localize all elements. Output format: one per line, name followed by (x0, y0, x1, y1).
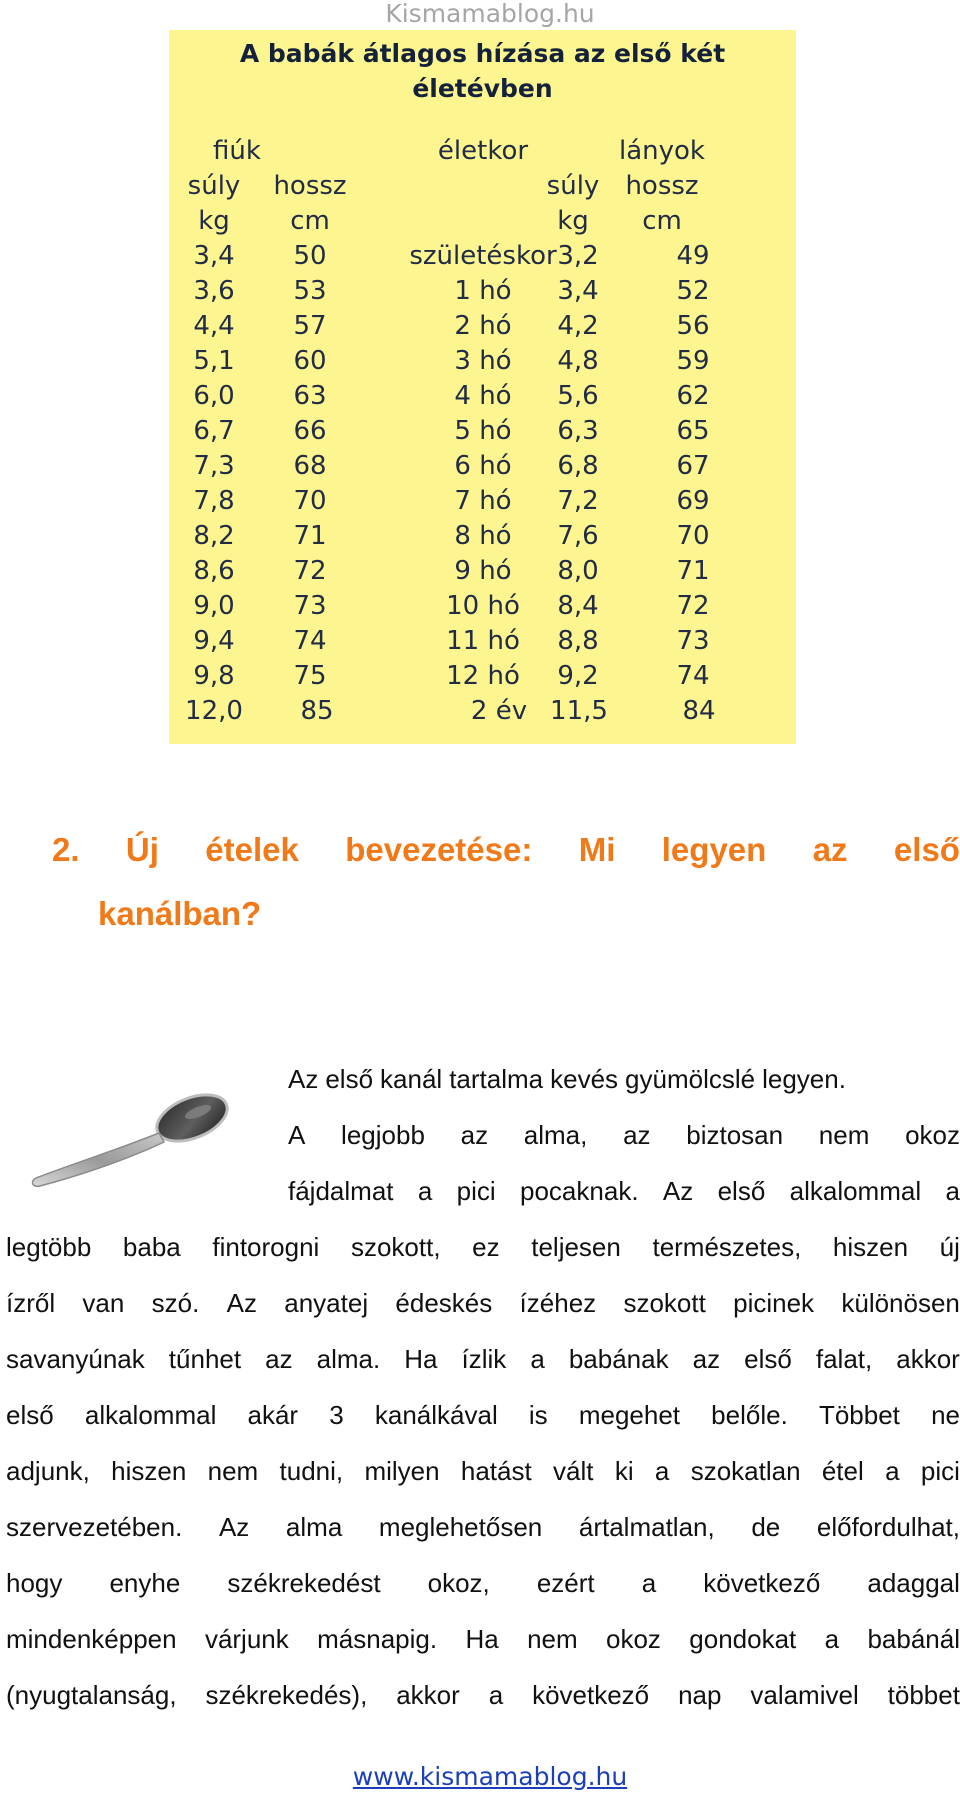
table-cell-age: 8 hó (454, 521, 512, 551)
table-cell-age: 6 hó (454, 451, 512, 481)
table-cell-girl-w: 8,4 (557, 591, 599, 621)
table-cell-girl-l: 69 (676, 486, 710, 516)
table-cell-boy-w: 7,3 (193, 451, 235, 481)
table-cell-girl-w: 6,8 (557, 451, 599, 481)
table-cell-age: 2 hó (454, 311, 512, 341)
site-header: Kismamablog.hu (385, 0, 595, 28)
table-cell-age: 4 hó (454, 381, 512, 411)
table-cell-age: 10 hó (446, 591, 520, 621)
section-heading-word: az (812, 831, 848, 868)
table-cell-boy-l: 63 (293, 381, 327, 411)
paragraph-line: (nyugtalanság, székrekedés), akkor a következő nap valamivel többet (6, 1680, 960, 1710)
table-cell-girl-w: 6,3 (557, 416, 599, 446)
table-header-unit-girls-cm: cm (642, 206, 682, 236)
table-cell-boy-l: 75 (293, 661, 327, 691)
table-cell-girl-l: 74 (676, 661, 710, 691)
table-cell-girl-w: 3,2 (557, 241, 599, 271)
paragraph-line: A legjobb az alma, az biztosan nem okoz (288, 1120, 960, 1150)
table-cell-age: 7 hó (454, 486, 512, 516)
table-cell-boy-l: 57 (293, 311, 327, 341)
table-cell-girl-l: 84 (682, 696, 716, 726)
table-cell-boy-l: 53 (293, 276, 327, 306)
section-heading-line2: kanálban? (98, 895, 262, 932)
table-cell-age: 12 hó (446, 661, 520, 691)
table-cell-boy-l: 74 (293, 626, 327, 656)
table-cell-boy-w: 9,0 (193, 591, 235, 621)
table-cell-boy-l: 72 (293, 556, 327, 586)
table-cell-girl-w: 4,8 (557, 346, 599, 376)
table-cell-girl-l: 59 (676, 346, 710, 376)
table-cell-boy-l: 85 (300, 696, 334, 726)
table-title (169, 36, 796, 106)
table-title-line1: A babák átlagos hízása az első két (239, 39, 726, 68)
table-cell-age: születéskor (409, 241, 557, 271)
table-cell-age: 2 év (470, 696, 528, 726)
table-cell-boy-w: 5,1 (193, 346, 235, 376)
paragraph-beside-image (288, 1051, 960, 1219)
paragraph-line: szervezetében. Az alma meglehetősen ártalmatlan, de előfordulhat, (6, 1512, 960, 1542)
table-cell-boy-w: 8,2 (193, 521, 235, 551)
table-cell-age: 9 hó (454, 556, 512, 586)
table-cell-age: 1 hó (454, 276, 512, 306)
table-header-group-age: életkor (437, 136, 529, 166)
table-cell-boy-w: 9,4 (193, 626, 235, 656)
table-cell-girl-l: 67 (676, 451, 710, 481)
table-header-unit-boys-cm: cm (290, 206, 330, 236)
paragraph-line: Az első kanál tartalma kevés gyümölcslé legyen. (288, 1064, 846, 1094)
section-heading-word: bevezetése: (345, 831, 533, 868)
table-cell-girl-l: 73 (676, 626, 710, 656)
table-cell-boy-l: 66 (293, 416, 327, 446)
table-cell-girl-w: 4,2 (557, 311, 599, 341)
table-cell-age: 5 hó (454, 416, 512, 446)
paragraph-line: ízről van szó. Az anyatej édeskés ízéhez szokott picinek különösen (6, 1288, 960, 1318)
table-header-col-girls-weight: súly (546, 171, 600, 201)
footer-link[interactable]: www.kismamablog.hu (352, 1762, 628, 1791)
table-cell-boy-w: 12,0 (185, 696, 243, 726)
paragraph-line: első alkalommal akár 3 kanálkával is megehet belőle. Többet ne (6, 1400, 960, 1430)
table-header-col-girls-length: hossz (625, 171, 699, 201)
table-cell-boy-l: 71 (293, 521, 327, 551)
table-header-group-girls: lányok (619, 136, 705, 166)
paragraph-line: adjunk, hiszen nem tudni, milyen hatást vált ki a szokatlan étel a pici (6, 1456, 960, 1486)
section-heading-word: legyen (661, 831, 767, 868)
table-cell-girl-l: 52 (676, 276, 710, 306)
growth-table (169, 30, 796, 744)
table-cell-girl-l: 49 (676, 241, 710, 271)
table-cell-boy-l: 60 (293, 346, 327, 376)
table-cell-boy-l: 73 (293, 591, 327, 621)
table-cell-girl-l: 72 (676, 591, 710, 621)
paragraph-line: legtöbb baba fintorogni szokott, ez teljesen természetes, hiszen új (6, 1232, 960, 1262)
table-header-col-boys-length: hossz (273, 171, 347, 201)
table-cell-girl-l: 62 (676, 381, 710, 411)
table-cell-age: 11 hó (446, 626, 520, 656)
table-cell-boy-w: 9,8 (193, 661, 235, 691)
section-heading (52, 818, 960, 946)
table-header-col-boys-weight: súly (187, 171, 241, 201)
table-cell-girl-w: 9,2 (557, 661, 599, 691)
section-heading-word: 2. (52, 831, 80, 868)
table-cell-boy-w: 6,7 (193, 416, 235, 446)
section-heading-word: első (893, 831, 960, 868)
table-cell-boy-l: 68 (293, 451, 327, 481)
table-cell-boy-w: 6,0 (193, 381, 235, 411)
table-cell-boy-l: 70 (293, 486, 327, 516)
table-cell-age: 3 hó (454, 346, 512, 376)
table-cell-girl-w: 3,4 (557, 276, 599, 306)
paragraph-body (6, 1219, 960, 1723)
table-cell-boy-w: 8,6 (193, 556, 235, 586)
table-title-line2: életévben (412, 74, 553, 103)
table-cell-girl-l: 65 (676, 416, 710, 446)
table-header-unit-girls-kg: kg (557, 206, 589, 236)
table-cell-boy-w: 7,8 (193, 486, 235, 516)
spoon-image (2, 1060, 264, 1218)
paragraph-line: mindenképpen várjunk másnapig. Ha nem okoz gondokat a babánál (6, 1624, 960, 1654)
table-cell-girl-l: 56 (676, 311, 710, 341)
table-cell-girl-l: 70 (676, 521, 710, 551)
paragraph-line: hogy enyhe székrekedést okoz, ezért a következő adaggal (6, 1568, 960, 1598)
table-cell-girl-w: 8,0 (557, 556, 599, 586)
table-cell-boy-l: 50 (293, 241, 327, 271)
table-cell-girl-w: 11,5 (550, 696, 608, 726)
table-cell-girl-w: 8,8 (557, 626, 599, 656)
section-heading-word: ételek (205, 831, 299, 868)
paragraph-line: fájdalmat a pici pocaknak. Az első alkalommal a (288, 1176, 960, 1206)
table-header-unit-boys-kg: kg (198, 206, 230, 236)
paragraph-line: savanyúnak tűnhet az alma. Ha ízlik a babának az első falat, akkor (6, 1344, 960, 1374)
table-cell-boy-w: 3,6 (193, 276, 235, 306)
section-heading-word: Új (125, 831, 159, 868)
section-heading-word: Mi (578, 831, 616, 868)
table-cell-girl-w: 7,6 (557, 521, 599, 551)
table-cell-girl-w: 7,2 (557, 486, 599, 516)
table-cell-boy-w: 4,4 (193, 311, 235, 341)
table-cell-girl-w: 5,6 (557, 381, 599, 411)
table-cell-girl-l: 71 (676, 556, 710, 586)
table-header-group-boys: fiúk (213, 136, 261, 166)
table-cell-boy-w: 3,4 (193, 241, 235, 271)
